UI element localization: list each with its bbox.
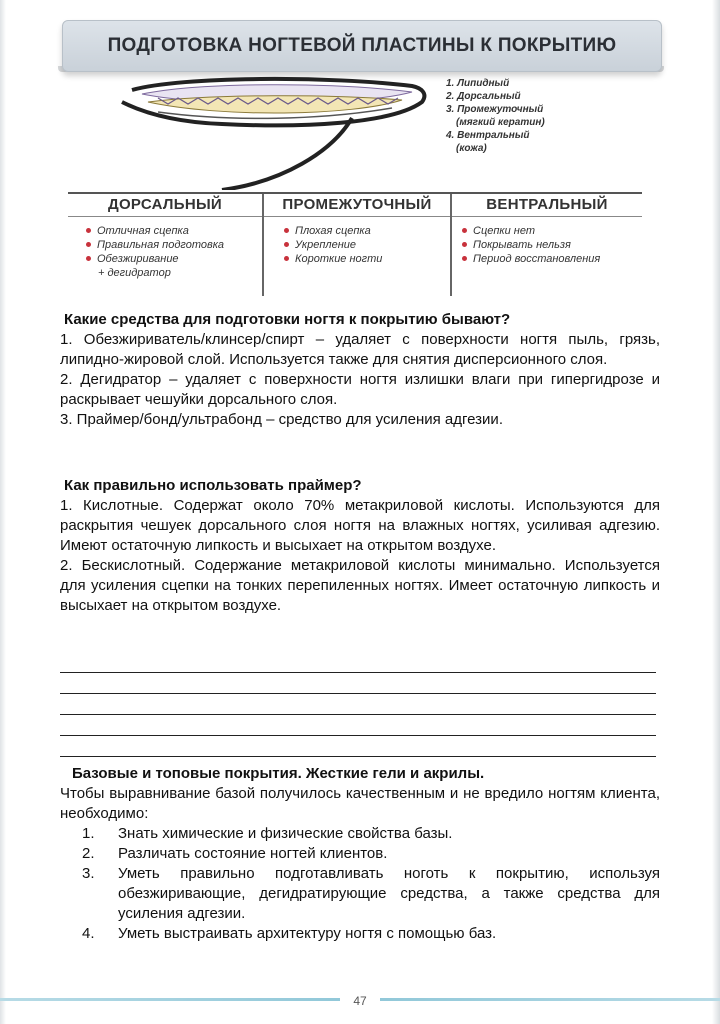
legend-item: 1. Липидный <box>446 78 510 89</box>
legend-item: 3. Промежуточный <box>446 104 544 115</box>
page-edge-right <box>712 0 720 1024</box>
list-item: Период восстановления <box>462 252 600 266</box>
table-header-intermediate: ПРОМЕЖУТОЧНЫЙ <box>282 196 432 213</box>
answer-line <box>60 694 656 715</box>
section-prep-products <box>60 310 660 430</box>
answer-line <box>60 715 656 736</box>
list-item: Правильная подготовка <box>86 238 224 252</box>
section-primer-usage <box>60 476 660 616</box>
section-base-top-coats <box>60 764 660 944</box>
bullet-icon <box>86 242 91 247</box>
answer-line <box>60 652 656 673</box>
page-title: ПОДГОТОВКА НОГТЕВОЙ ПЛАСТИНЫ К ПОКРЫТИЮ <box>107 35 617 56</box>
list-item: 3. Уметь правильно подготавливать ноготь к покрытию, используя обезжиривающие, дегидратирующие средства, а также средства для усиления адгезии. <box>82 865 660 922</box>
list-item: Покрывать нельзя <box>462 238 600 252</box>
list-item: Отличная сцепка <box>86 224 224 238</box>
bullet-icon <box>462 228 467 233</box>
section-heading: Базовые и топовые покрытия. Жесткие гели и акрилы. <box>72 765 485 782</box>
bullet-icon <box>284 256 289 261</box>
intermediate-list <box>284 224 382 266</box>
legend-item: 4. Вентральный <box>446 130 530 141</box>
requirements-list <box>60 824 660 944</box>
list-item: 1. Знать химические и физические свойства базы. <box>82 825 453 842</box>
table-header-ventral: ВЕНТРАЛЬНЫЙ <box>486 196 608 213</box>
list-item: Укрепление <box>284 238 382 252</box>
list-item: Сцепки нет <box>462 224 600 238</box>
dorsal-layer <box>148 96 402 113</box>
section-heading: Какие средства для подготовки ногтя к покрытию бывают? <box>64 311 511 328</box>
table-header-dorsal: ДОРСАЛЬНЫЙ <box>107 196 223 213</box>
header-banner <box>62 20 662 72</box>
paragraph: Чтобы выравнивание базой получилось качественным и не вредило ногтям клиента, необходимо: <box>60 785 660 822</box>
page-number: 47 <box>340 994 380 1008</box>
paragraph: 2. Дегидратор – удаляет с поверхности ногтя излишки влаги при гипергидрозе и раскрывает чешуйки дорсального слоя. <box>60 371 660 408</box>
list-item: 2. Различать состояние ногтей клиентов. <box>82 845 388 862</box>
ventral-list <box>462 224 600 266</box>
answer-lines <box>60 652 656 757</box>
table-header-rule <box>68 216 642 217</box>
dorsal-list <box>86 224 224 280</box>
list-item: Обезжиривание <box>86 252 224 266</box>
bullet-icon <box>86 256 91 261</box>
bullet-icon <box>284 228 289 233</box>
paragraph: 1. Обезжириватель/клинсер/спирт – удаляет с поверхности ногтя пыль, грязь, липидно-жировой слой. Используется также для снятия дисперсионного слоя. <box>60 331 660 368</box>
paragraph: 1. Кислотные. Содержат около 70% метакриловой кислоты. Используются для раскрытия чешуек дорсального слоя ногтя на влажных ногтях, усиливая адгезию. Имеют остаточную липкость и высыхает на открытом воздухе. <box>60 497 660 554</box>
section-heading: Как правильно использовать праймер? <box>64 477 362 494</box>
page-edge-left <box>0 0 6 1024</box>
legend-item: 2. Дорсальный <box>446 91 521 102</box>
bullet-icon <box>462 256 467 261</box>
table-top-rule <box>68 192 642 194</box>
bullet-icon <box>86 228 91 233</box>
answer-line <box>60 736 656 757</box>
paragraph: 2. Бескислотный. Содержание метакриловой кислоты минимально. Используется для усиления сцепки на тонких перепиленных ногтях. Имеет остаточную липкость и высыхает на открытом воздухе. <box>60 557 660 614</box>
nail-layers-table <box>68 190 642 296</box>
list-item: 4. Уметь выстраивать архитектуру ногтя с помощью баз. <box>82 925 497 942</box>
list-item: Плохая сцепка <box>284 224 382 238</box>
paragraph: 3. Праймер/бонд/ультрабонд – средство для усиления адгезии. <box>60 411 503 428</box>
layer-legend <box>446 77 545 155</box>
list-item: Короткие ногти <box>284 252 382 266</box>
list-item: + дегидратор <box>98 267 171 279</box>
legend-item: (мягкий кератин) <box>456 117 545 128</box>
bullet-icon <box>284 242 289 247</box>
legend-item: (кожа) <box>456 143 487 154</box>
bullet-icon <box>462 242 467 247</box>
finger-outline <box>222 118 352 190</box>
answer-line <box>60 673 656 694</box>
